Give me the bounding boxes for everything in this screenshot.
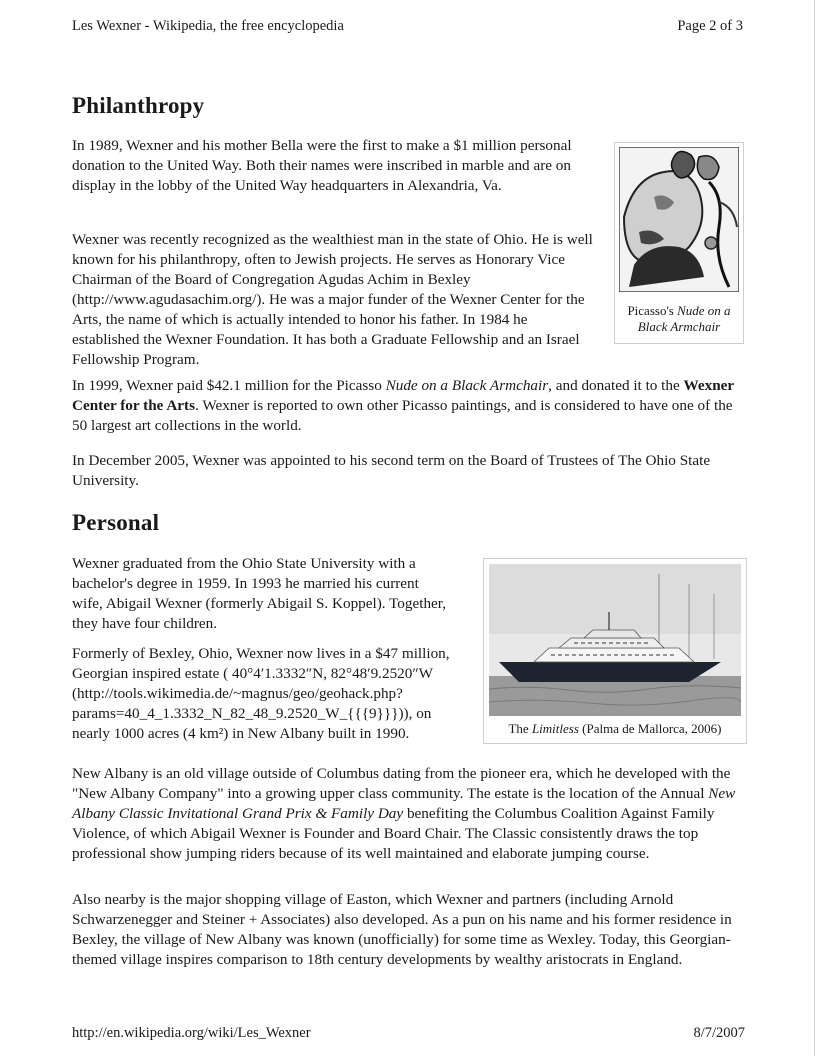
yacht-caption [484,721,746,737]
header-page-number: Page 2 of 3 [677,18,743,34]
p3-text-a: In 1999, Wexner paid $42.1 million for the Picasso [72,377,386,394]
caption-text-a: The [508,721,532,736]
personal-paragraph-3: Also nearby is the major shopping village of Easton, which Wexner and partners (including Arnold Schwarzenegger and Steiner + Associates) also developed. As a pun on his name and his former residence in Bexley, the village of New Albany was known (unofficially) for some time as Wexley. Today, this Georgian-themed village inspires comparison to 18th century developments by wealthy aristocrats in England. [72,891,732,968]
personal-paragraph-2b [72,764,748,864]
picasso-figure [614,142,744,344]
caption-yacht-name[interactable]: Limitless [531,721,579,736]
p2-text-b: New Albany is an old village outside of Columbus dating from the pioneer era, which he developed with the "New Albany Company" into a growing upper class community. The estate is the location of the Annual [72,765,731,802]
philanthropy-paragraph-3 [72,376,740,436]
philanthropy-paragraph-2: Wexner was recently recognized as the wealthiest man in the state of Ohio. He is well known for his philanthropy, often to Jewish projects. He serves as Honorary Vice Chairman of the Board of Congregation Agudas Achim in Bexley (http://www.agudasachim.org/). He was a major funder of the Wexner Center for the Arts, the name of which is actually intended to honor his father. In 1984 he established the Wexner Foundation. It has both a Graduate Fellowship and an Israel Fellowship Program. [72,231,593,368]
philanthropy-paragraph-1: In 1989, Wexner and his mother Bella were the first to make a $1 million personal donation to the United Way. Both their names were inscribed in marble and are on display in the lobby of the United Way headquarters in Alexandria, Va. [72,137,572,194]
caption-text-a: Picasso's [627,303,678,318]
p3-text-c: . Wexner is reported to own other Picasso paintings, and is considered to have one of the 50 largest art collections in the world. [72,397,733,434]
page-edge [814,0,815,1056]
wexner-center-link[interactable]: Wexner Center for the Arts [72,377,734,414]
caption-title[interactable]: Nude on a Black Armchair [637,303,731,334]
philanthropy-heading: Philanthropy [72,93,205,118]
footer-url: http://en.wikipedia.org/wiki/Les_Wexner [72,1025,311,1041]
personal-paragraph-1: Wexner graduated from the Ohio State University with a bachelor's degree in 1959. In 1993 he married his current wife, Abigail Wexner (formerly Abigail S. Koppel). Together, they have four children. [72,555,447,632]
picasso-caption [615,303,743,335]
p2-text-c: benefiting the Columbus Coalition Against Family Violence, of which Abigail Wexner is Founder and Board Chair. The Classic consistently draws the top professional show jumping riders because of its well maintained and elaborate jumping course. [72,805,715,862]
header-title: Les Wexner - Wikipedia, the free encyclopedia [72,18,344,34]
painting-title: Nude on a Black Armchair [385,377,549,394]
personal-paragraph-2a: Formerly of Bexley, Ohio, Wexner now lives in a $47 million, Georgian inspired estate ( 40°4′1.3332″N, 82°48′9.2520″W (http://tools.wikimedia.de/~magnus/geo/geohack.php? params=40_4_1.3332_N_82_48_9.2520_W_{{{9}}})), on nearly 1000 acres (4 km²) in New Albany built in 1990. [72,645,450,742]
yacht-figure [483,558,747,744]
yacht-image[interactable] [489,564,741,716]
footer-date: 8/7/2007 [693,1025,745,1041]
caption-text-c: (Palma de Mallorca, 2006) [578,721,722,736]
p3-text-b: , and donated it to the [548,377,684,394]
picasso-painting-image[interactable] [619,147,739,292]
event-title: New Albany Classic Invitational Grand Prix & Family Day [72,785,736,822]
philanthropy-paragraph-4: In December 2005, Wexner was appointed to his second term on the Board of Trustees of The Ohio State University. [72,452,711,489]
personal-heading: Personal [72,510,160,535]
